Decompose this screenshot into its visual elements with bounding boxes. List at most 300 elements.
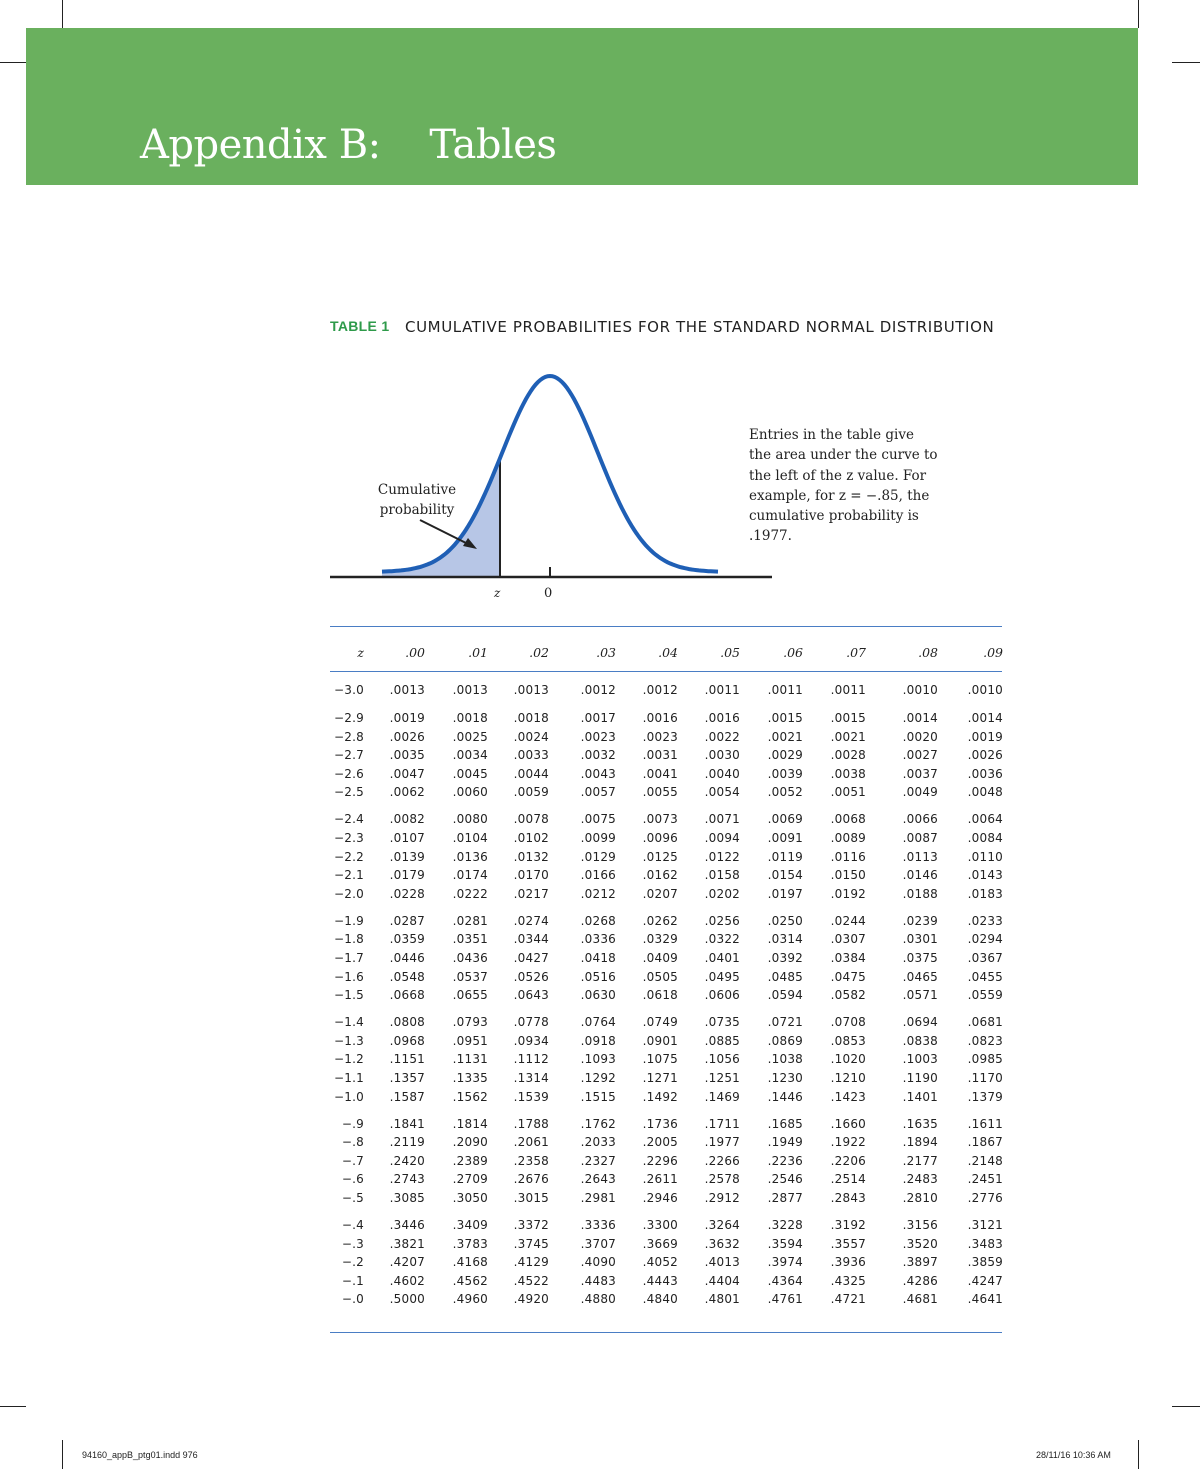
probability-cell: .0418 [580,951,616,965]
probability-cell: .0039 [767,766,803,781]
probability-cell: .4840 [642,1292,678,1307]
z-value-cell: −1.5 [334,988,364,1003]
probability-cell: .4681 [902,1292,938,1307]
probability-cell: .1685 [767,1116,803,1131]
probability-cell: .0021 [830,729,866,744]
probability-cell: .0054 [704,785,740,800]
cumulative-probability-label: Cumulative probability [377,482,457,518]
probability-cell: .0192 [830,886,866,901]
probability-cell: .0537 [452,969,488,984]
table-row [0,767,1200,785]
probability-cell: .0043 [580,766,616,781]
probability-cell: .0281 [452,913,488,928]
probability-cell: .0132 [513,849,549,864]
probability-cell: .0618 [642,988,678,1003]
probability-cell: .0040 [704,766,740,781]
table-row [0,1292,1200,1310]
probability-cell: .4013 [704,1255,740,1270]
probability-cell: .0011 [704,683,740,697]
probability-cell: .0013 [513,683,549,697]
probability-cell: .0027 [902,748,938,763]
probability-cell: .0057 [580,785,616,800]
probability-cell: .2843 [830,1191,866,1205]
probability-cell: .0013 [389,683,425,697]
header-col-1: .00 [405,645,425,660]
probability-cell: .0793 [452,1015,488,1030]
probability-cell: .3859 [967,1255,1003,1270]
axis-z-label: z [494,586,501,600]
probability-cell: .0048 [967,785,1003,800]
table-row [0,1274,1200,1292]
probability-cell: .0655 [452,988,488,1003]
probability-cell: .0026 [389,729,425,744]
probability-cell: .0853 [830,1033,866,1048]
probability-cell: .3707 [580,1236,616,1251]
table-row [0,1052,1200,1070]
z-value-cell: −1.4 [334,1015,364,1030]
probability-cell: .4721 [830,1292,866,1307]
table-row [0,748,1200,766]
probability-cell: .0146 [902,868,938,883]
header-col-5: .04 [658,645,678,660]
probability-cell: .0233 [967,913,1003,928]
z-value-cell: −1.6 [334,969,364,984]
probability-cell: .0094 [704,831,740,845]
header-col-9: .08 [918,645,938,660]
table-row [0,951,1200,969]
probability-cell: .0307 [830,932,866,947]
probability-cell: .3520 [902,1236,938,1251]
probability-cell: .4168 [452,1255,488,1270]
table-row [0,730,1200,748]
probability-cell: .0055 [642,785,678,800]
probability-cell: .0019 [389,711,425,725]
probability-cell: .1515 [580,1089,616,1104]
probability-cell: .1251 [704,1071,740,1085]
probability-cell: .0015 [767,711,803,725]
probability-cell: .0721 [767,1015,803,1030]
probability-cell: .1660 [830,1116,866,1131]
z-value-cell: −1.3 [334,1033,364,1048]
probability-cell: .3228 [767,1218,803,1232]
probability-cell: .4641 [967,1292,1003,1307]
probability-cell: .1003 [902,1052,938,1067]
probability-cell: .3632 [704,1236,740,1251]
probability-cell: .0059 [513,785,549,800]
probability-cell: .2420 [389,1153,425,1168]
probability-cell: .2061 [513,1135,549,1150]
probability-cell: .4325 [830,1273,866,1288]
probability-cell: .0052 [767,785,803,800]
z-value-cell: −.6 [341,1172,364,1187]
z-value-cell: −1.8 [334,932,364,947]
probability-cell: .0427 [513,951,549,965]
probability-cell: .0681 [967,1015,1003,1030]
table-row [0,785,1200,803]
probability-cell: .2709 [452,1172,488,1187]
probability-cell: .1977 [704,1135,740,1150]
probability-cell: .0778 [513,1015,549,1030]
probability-cell: .0035 [389,748,425,763]
probability-cell: .0084 [967,831,1003,845]
probability-cell: .1038 [767,1052,803,1067]
z-value-cell: −2.6 [334,766,364,781]
probability-cell: .0918 [580,1033,616,1048]
probability-cell: .0136 [452,849,488,864]
probability-cell: .0113 [902,849,938,864]
probability-cell: .0287 [389,913,425,928]
probability-cell: .3974 [767,1255,803,1270]
table-top-rule [330,626,1002,627]
probability-cell: .2611 [642,1172,678,1187]
probability-cell: .0015 [830,711,866,725]
probability-cell: .0901 [642,1033,678,1048]
probability-cell: .0016 [704,711,740,725]
probability-cell: .2578 [704,1172,740,1187]
probability-cell: .1210 [830,1071,866,1085]
probability-cell: .0010 [902,683,938,697]
z-value-cell: −1.0 [334,1089,364,1104]
probability-cell: .3936 [830,1255,866,1270]
probability-cell: .3557 [830,1236,866,1251]
probability-cell: .0455 [967,969,1003,984]
probability-cell: .0069 [767,812,803,827]
z-value-cell: −.3 [341,1236,364,1251]
probability-cell: .0228 [389,886,425,901]
probability-cell: .0314 [767,932,803,947]
probability-cell: .1379 [967,1089,1003,1104]
probability-cell: .2643 [580,1172,616,1187]
normal-curve [382,376,718,572]
probability-cell: .4562 [452,1273,488,1288]
probability-cell: .0179 [389,868,425,883]
probability-cell: .0018 [452,711,488,725]
probability-cell: .1539 [513,1089,549,1104]
appendix-banner [26,28,1138,185]
probability-cell: .0087 [902,831,938,845]
probability-cell: .0217 [513,886,549,901]
probability-cell: .2776 [967,1191,1003,1205]
probability-cell: .0051 [830,785,866,800]
header-col-2: .01 [468,645,488,660]
probability-cell: .2119 [389,1135,425,1150]
probability-cell: .0548 [389,969,425,984]
z-value-cell: −.1 [341,1273,364,1288]
normal-curve-figure [325,362,785,587]
probability-cell: .1867 [967,1135,1003,1150]
probability-cell: .4404 [704,1273,740,1288]
probability-cell: .4090 [580,1255,616,1270]
footer-timestamp: 28/11/16 10:36 AM [1036,1450,1111,1460]
probability-cell: .0188 [902,886,938,901]
probability-cell: .0571 [902,988,938,1003]
probability-cell: .4880 [580,1292,616,1307]
probability-cell: .0951 [452,1033,488,1048]
probability-cell: .0401 [704,951,740,965]
z-value-cell: −.8 [341,1135,364,1150]
probability-cell: .2546 [767,1172,803,1187]
probability-cell: .4761 [767,1292,803,1307]
probability-cell: .0668 [389,988,425,1003]
probability-cell: .1587 [389,1089,425,1104]
table-row [0,812,1200,830]
probability-cell: .1112 [513,1052,549,1067]
probability-cell: .4483 [580,1273,616,1288]
z-value-cell: −2.0 [334,886,364,901]
probability-cell: .0036 [967,766,1003,781]
probability-cell: .3745 [513,1236,549,1251]
probability-cell: .0764 [580,1015,616,1030]
probability-cell: .0014 [967,711,1003,725]
probability-cell: .0062 [389,785,425,800]
probability-cell: .1131 [452,1052,488,1067]
probability-cell: .0038 [830,766,866,781]
probability-cell: .0049 [902,785,938,800]
probability-cell: .0139 [389,849,425,864]
probability-cell: .4129 [513,1255,549,1270]
probability-cell: .0016 [642,711,678,725]
probability-cell: .4920 [513,1292,549,1307]
probability-cell: .0582 [830,988,866,1003]
probability-cell: .1423 [830,1089,866,1104]
z-value-cell: −.4 [341,1218,364,1232]
probability-cell: .2296 [642,1153,678,1168]
probability-cell: .3483 [967,1236,1003,1251]
probability-cell: .0301 [902,932,938,947]
table-row [0,914,1200,932]
probability-cell: .0367 [967,951,1003,965]
z-value-cell: −.5 [341,1191,364,1205]
probability-cell: .0025 [452,729,488,744]
probability-cell: .3783 [452,1236,488,1251]
probability-cell: .0119 [767,849,803,864]
footer-file-info: 94160_appB_ptg01.indd 976 [82,1450,198,1460]
crop-mark [0,1406,26,1407]
probability-cell: .1230 [767,1071,803,1085]
probability-cell: .0066 [902,812,938,827]
probability-cell: .3372 [513,1218,549,1232]
probability-cell: .0749 [642,1015,678,1030]
probability-cell: .3156 [902,1218,938,1232]
probability-cell: .0116 [830,849,866,864]
probability-cell: .0392 [767,951,803,965]
table-bottom-rule [330,1332,1002,1333]
probability-cell: .1446 [767,1089,803,1104]
table-row [0,1255,1200,1273]
probability-cell: .1736 [642,1116,678,1131]
probability-cell: .0197 [767,886,803,901]
probability-cell: .2451 [967,1172,1003,1187]
table-row [0,1218,1200,1236]
probability-cell: .0594 [767,988,803,1003]
probability-cell: .0125 [642,849,678,864]
probability-cell: .4801 [704,1292,740,1307]
probability-cell: .1711 [704,1116,740,1131]
probability-cell: .1814 [452,1116,488,1131]
probability-cell: .0018 [513,711,549,725]
probability-cell: .0045 [452,766,488,781]
probability-cell: .0012 [642,683,678,697]
probability-cell: .0183 [967,886,1003,901]
crop-mark [1138,0,1139,28]
probability-cell: .0885 [704,1033,740,1048]
probability-cell: .1075 [642,1052,678,1067]
probability-cell: .2676 [513,1172,549,1187]
probability-cell: .3594 [767,1236,803,1251]
table-row [0,1172,1200,1190]
probability-cell: .2236 [767,1153,803,1168]
header-col-6: .05 [720,645,740,660]
probability-cell: .0060 [452,785,488,800]
probability-cell: .2005 [642,1135,678,1150]
probability-cell: .0212 [580,886,616,901]
z-value-cell: −2.8 [334,729,364,744]
probability-cell: .0256 [704,913,740,928]
probability-cell: .1841 [389,1116,425,1131]
probability-cell: .0099 [580,831,616,845]
probability-cell: .1151 [389,1052,425,1067]
probability-cell: .0019 [967,729,1003,744]
probability-cell: .0174 [452,868,488,883]
probability-cell: .0017 [580,711,616,725]
table-row [0,1090,1200,1108]
table-row [0,683,1200,701]
probability-cell: .4286 [902,1273,938,1288]
probability-cell: .0708 [830,1015,866,1030]
z-value-cell: −1.1 [334,1071,364,1085]
header-col-7: .06 [783,645,803,660]
table-row [0,1154,1200,1172]
probability-cell: .1190 [902,1071,938,1085]
probability-cell: .0808 [389,1015,425,1030]
z-value-cell: −.7 [341,1153,364,1168]
probability-cell: .0222 [452,886,488,901]
probability-cell: .1292 [580,1071,616,1085]
probability-cell: .3015 [513,1191,549,1205]
probability-cell: .1949 [767,1135,803,1150]
probability-cell: .0030 [704,748,740,763]
probability-cell: .0034 [452,748,488,763]
table-header-rule [330,671,1002,672]
z-value-cell: −2.3 [334,831,364,845]
crop-mark [62,1440,63,1469]
table-title: CUMULATIVE PROBABILITIES FOR THE STANDARD NORMAL DISTRIBUTION [405,318,995,336]
probability-cell: .0010 [967,683,1003,697]
probability-cell: .4960 [452,1292,488,1307]
z-value-cell: −1.9 [334,913,364,928]
probability-cell: .0526 [513,969,549,984]
z-value-cell: −2.1 [334,868,364,883]
z-value-cell: −2.7 [334,748,364,763]
table-row [0,1237,1200,1255]
probability-cell: .2810 [902,1191,938,1205]
probability-cell: .0359 [389,932,425,947]
probability-cell: .0968 [389,1033,425,1048]
probability-cell: .0446 [389,951,425,965]
probability-cell: .0166 [580,868,616,883]
crop-mark [1172,1406,1200,1407]
probability-cell: .1093 [580,1052,616,1067]
probability-cell: .2514 [830,1172,866,1187]
crop-mark [0,62,26,63]
probability-cell: .5000 [389,1292,425,1307]
probability-cell: .0384 [830,951,866,965]
probability-cell: .0033 [513,748,549,763]
table-label: TABLE 1 [330,318,390,334]
probability-cell: .0011 [767,683,803,697]
probability-cell: .0351 [452,932,488,947]
probability-cell: .2090 [452,1135,488,1150]
probability-cell: .0089 [830,831,866,845]
probability-cell: .2327 [580,1153,616,1168]
probability-cell: .3121 [967,1218,1003,1232]
probability-cell: .0409 [642,951,678,965]
z-value-cell: −.0 [341,1292,364,1307]
z-value-cell: −3.0 [334,683,364,697]
z-value-cell: −1.2 [334,1052,364,1067]
probability-cell: .0244 [830,913,866,928]
probability-cell: .0122 [704,849,740,864]
z-value-cell: −.2 [341,1255,364,1270]
z-value-cell: −.9 [341,1116,364,1131]
probability-cell: .0274 [513,913,549,928]
page-title: Appendix B: Tables [140,122,557,168]
probability-cell: .0823 [967,1033,1003,1048]
probability-cell: .1357 [389,1071,425,1085]
probability-cell: .0559 [967,988,1003,1003]
probability-cell: .0047 [389,766,425,781]
probability-cell: .1894 [902,1135,938,1150]
probability-cell: .0207 [642,886,678,901]
probability-cell: .4207 [389,1255,425,1270]
probability-cell: .0643 [513,988,549,1003]
probability-cell: .3085 [389,1191,425,1205]
probability-cell: .1635 [902,1116,938,1131]
probability-cell: .3264 [704,1218,740,1232]
probability-cell: .2743 [389,1172,425,1187]
probability-cell: .2266 [704,1153,740,1168]
table-row [0,850,1200,868]
probability-cell: .1922 [830,1135,866,1150]
table-row [0,988,1200,1006]
probability-cell: .0505 [642,969,678,984]
probability-cell: .0023 [642,729,678,744]
probability-cell: .4364 [767,1273,803,1288]
probability-cell: .3409 [452,1218,488,1232]
table-row [0,831,1200,849]
probability-cell: .0080 [452,812,488,827]
probability-cell: .0838 [902,1033,938,1048]
probability-cell: .0021 [767,729,803,744]
crop-mark [62,0,63,28]
probability-cell: .0294 [967,932,1003,947]
figure-note: Entries in the table give the area under the curve to the left of the z value. For example, for z = −.85, the cumulative probability is .1977. [749,427,938,545]
probability-cell: .0068 [830,812,866,827]
header-col-3: .02 [529,645,549,660]
probability-cell: .0129 [580,849,616,864]
probability-cell: .0495 [704,969,740,984]
probability-cell: .0985 [967,1052,1003,1067]
probability-cell: .0475 [830,969,866,984]
probability-cell: .3446 [389,1218,425,1232]
probability-cell: .0322 [704,932,740,947]
table-row [0,1135,1200,1153]
probability-cell: .3669 [642,1236,678,1251]
probability-cell: .0082 [389,812,425,827]
probability-cell: .0037 [902,766,938,781]
probability-cell: .1335 [452,1071,488,1085]
probability-cell: .0158 [704,868,740,883]
